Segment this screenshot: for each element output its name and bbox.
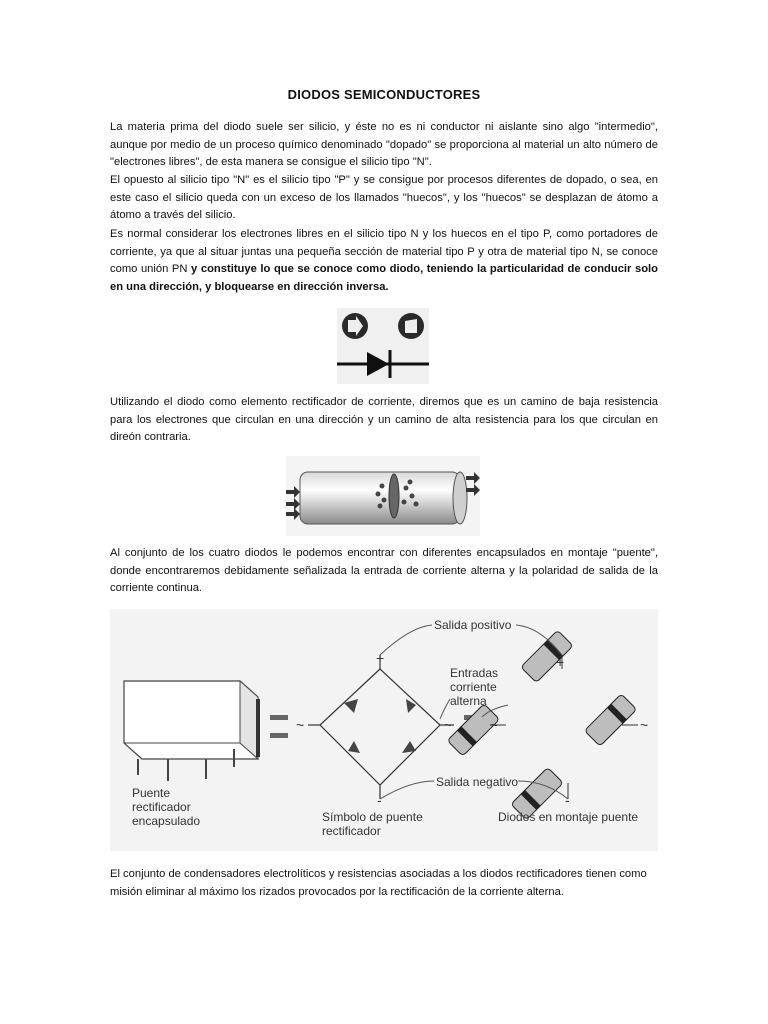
paragraph-union-pn-bold: y constituye lo que se conoce como diodo, teniendo la particularidad de conducir solo en una dirección, y bloquearse en dirección inversa. <box>110 263 658 293</box>
label-puente-2: rectificador <box>132 800 191 814</box>
paragraph-silicio: La materia prima del diodo suele ser silicio, y éste no es ni conductor ni aislante sino algo "intermedio", aunque por medio de un proceso químico denominado "dopado" se proporciona al material un alto número de "electrones libres", de esta manera se consigue el silicio tipo "N". <box>110 121 658 168</box>
label-plus-left: + <box>376 650 385 666</box>
paragraph-union-pn <box>110 226 658 296</box>
label-ac-3: ~ <box>490 717 499 733</box>
diode-cylinder-figure <box>286 456 480 536</box>
label-simbolo-1: Símbolo de puente <box>322 810 423 824</box>
paragraph-puente: Al conjunto de los cuatro diodos le podemos encontrar con diferentes encapsulados en montaje "puente", donde encontraremos debidamente señalizada la entrada de corriente alterna y la polaridad de salida de la corriente continua. <box>110 547 658 594</box>
label-ac-4: ~ <box>640 717 649 733</box>
label-ac-1: ~ <box>296 717 305 733</box>
label-entradas-3: alterna <box>450 694 487 708</box>
label-salida-positivo: Salida positivo <box>434 618 512 632</box>
document-title: DIODOS SEMICONDUCTORES <box>287 87 481 102</box>
bridge-rectifier-figure <box>110 609 658 851</box>
label-ac-2: ~ <box>444 717 453 733</box>
paragraph-tipo-p: El opuesto al silicio tipo "N" es el silicio tipo "P" y se consigue por procesos diferentes de dopado, o sea, en este caso el silicio queda con un exceso de los llamados "huecos", y los "huecos" se desplazan de átomo a átomo a través del silicio. <box>110 174 658 221</box>
paragraph-condensadores: El conjunto de condensadores electrolíticos y resistencias asociadas a los diodos rectificadores tienen como misión eliminar al máximo los rizados provocados por la rectificación de la corriente alterna. <box>110 868 647 898</box>
diode-symbol-figure <box>337 308 429 384</box>
label-minus-left: - <box>377 792 382 808</box>
label-minus-right: - <box>565 792 570 808</box>
label-plus-right: + <box>556 654 565 670</box>
label-entradas-1: Entradas <box>450 666 499 680</box>
label-entradas-2: corriente <box>450 680 497 694</box>
label-salida-negativo: Salida negativo <box>436 775 519 789</box>
paragraph-rectificador: Utilizando el diodo como elemento rectificador de corriente, diremos que es un camino de baja resistencia para los electrones que circulan en una dirección y un camino de alta resistencia para los que circulan en direón contraria. <box>110 396 658 443</box>
label-puente-1: Puente <box>132 786 171 800</box>
paragraph-union-pn-normal: Es normal considerar los electrones libres en el silicio tipo N y los huecos en el tipo P, como portadores de corriente, ya que al situar juntas una pequeña sección de material tipo P y otra de material tipo N, se conoce como unión PN <box>110 228 658 275</box>
label-simbolo-2: rectificador <box>322 824 381 838</box>
label-puente-3: encapsulado <box>132 814 201 828</box>
label-diodos-montaje: Diodos en montaje puente <box>498 810 639 824</box>
